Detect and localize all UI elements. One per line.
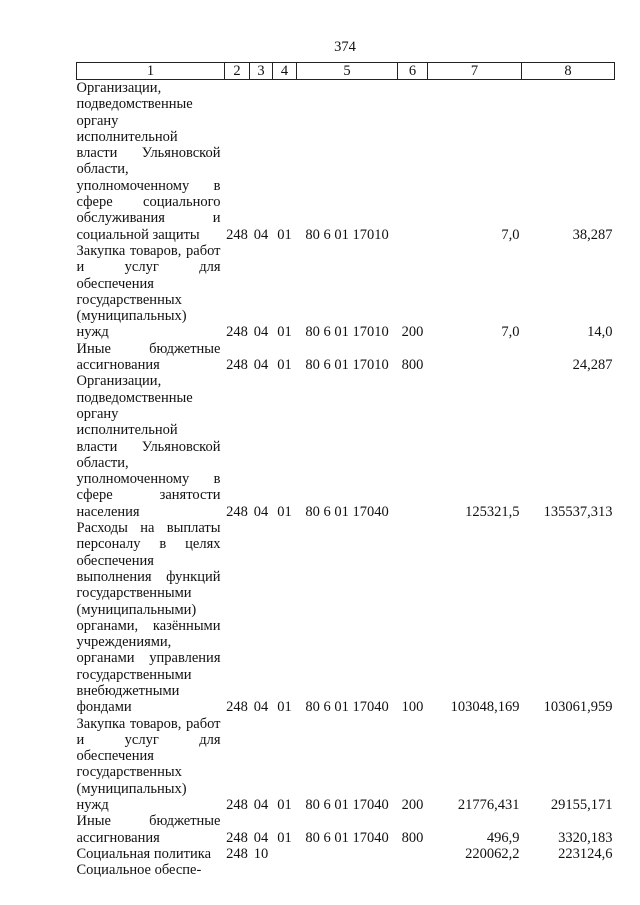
row-ministry-code: 248 (226, 797, 248, 814)
row-amount-2: 223124,6 (558, 845, 613, 862)
table-row (77, 846, 615, 862)
row-expense-type (398, 862, 428, 878)
row-amount-2: 3320,183 (558, 829, 613, 846)
row-amount-1: 496,9 (486, 829, 520, 846)
page-number: 374 (334, 39, 356, 55)
row-amount-2: 24,287 (572, 357, 613, 374)
row-expense-type: 800 (401, 829, 424, 846)
row-expense-type: 200 (401, 797, 424, 814)
table-row (77, 813, 615, 846)
row-amount-1: 7,0 (501, 226, 520, 243)
row-expense-type: 800 (401, 357, 424, 374)
row-ministry-code: 248 (226, 699, 248, 716)
row-expense-type: 100 (401, 699, 424, 716)
row-section-code: 04 (253, 324, 269, 341)
row-amount-2: 135537,313 (543, 503, 613, 520)
table-row (77, 862, 615, 878)
row-ministry-code: 248 (226, 357, 248, 374)
column-header-3: 3 (250, 63, 273, 80)
column-header-4: 4 (273, 63, 297, 80)
row-section-code: 04 (253, 503, 269, 520)
row-ministry-code: 248 (226, 324, 248, 341)
row-amount-1 (428, 862, 522, 878)
row-name: Иные бюджетные ассигнования (76, 813, 221, 846)
row-name: Организации, подведомственные органу исполнительной власти Ульяновской области, уполномоченному в сфере занятости населения (76, 373, 221, 520)
row-subsection-code: 01 (277, 226, 292, 243)
row-name: Иные бюджетные ассигнования (76, 340, 221, 374)
row-section-code: 10 (253, 845, 269, 862)
row-section-code: 04 (253, 357, 269, 374)
row-target-code: 80 6 01 17040 (305, 503, 389, 520)
table-body (77, 80, 615, 879)
row-section-code (250, 862, 273, 878)
row-target-code: 80 6 01 17010 (305, 357, 389, 374)
row-name: Закупка товаров, работ и услуг для обеспечения государственных (муниципальных) нужд (76, 242, 221, 341)
header-row (77, 63, 615, 80)
row-section-code: 04 (253, 699, 269, 716)
row-subsection-code (273, 862, 297, 878)
budget-table (76, 62, 615, 879)
row-target-code (297, 862, 398, 878)
column-header-2: 2 (225, 63, 250, 80)
row-section-code: 04 (253, 226, 269, 243)
table-row (77, 341, 615, 374)
column-header-6: 6 (398, 63, 428, 80)
row-name: Расходы на выплаты персоналу в целях обеспечения выполнения функций государственными (муниципальными) органами, казёнными учреждениями, органами управления государственными внебюджетными фондами (76, 520, 221, 716)
row-amount-1: 21776,431 (457, 797, 520, 814)
row-amount-2: 103061,959 (543, 699, 613, 716)
table-row (77, 243, 615, 341)
row-section-code: 04 (253, 797, 269, 814)
row-amount-1: 125321,5 (465, 503, 520, 520)
row-expense-type (398, 80, 428, 243)
row-subsection-code: 01 (277, 357, 292, 374)
row-amount-1: 103048,169 (450, 699, 520, 716)
row-amount-1: 220062,2 (465, 845, 520, 862)
row-section-code: 04 (253, 829, 269, 846)
table-header (77, 63, 615, 80)
row-ministry-code: 248 (226, 845, 248, 862)
row-amount-2: 29155,171 (550, 797, 613, 814)
row-target-code: 80 6 01 17040 (305, 797, 389, 814)
row-amount-1 (428, 341, 522, 374)
table-row (77, 520, 615, 716)
row-amount-2 (522, 862, 615, 878)
row-ministry-code (225, 862, 250, 878)
row-ministry-code: 248 (226, 226, 248, 243)
column-header-5: 5 (297, 63, 398, 80)
row-amount-1: 7,0 (501, 324, 520, 341)
row-target-code: 80 6 01 17010 (305, 324, 389, 341)
row-ministry-code: 248 (226, 503, 248, 520)
column-header-8: 8 (522, 63, 615, 80)
row-subsection-code: 01 (277, 797, 292, 814)
row-target-code (297, 846, 398, 862)
row-target-code: 80 6 01 17040 (305, 829, 389, 846)
row-amount-2: 38,287 (572, 226, 613, 243)
table-row (77, 80, 615, 243)
table-row (77, 716, 615, 814)
row-target-code: 80 6 01 17040 (305, 699, 389, 716)
row-subsection-code: 01 (277, 699, 292, 716)
row-name: Социальное обеспе- (76, 862, 202, 879)
row-name: Организации, подведомственные органу исполнительной власти Ульяновской области, уполномоченному в сфере социального обслуживания и социальной защиты (76, 80, 221, 243)
row-subsection-code: 01 (277, 503, 292, 520)
row-name: Социальная политика (76, 845, 212, 862)
row-expense-type (398, 846, 428, 862)
table-row (77, 373, 615, 520)
row-target-code: 80 6 01 17010 (305, 226, 389, 243)
row-subsection-code (273, 846, 297, 862)
row-amount-2: 14,0 (587, 324, 613, 341)
column-header-7: 7 (428, 63, 522, 80)
column-header-1: 1 (77, 63, 225, 80)
row-ministry-code: 248 (226, 829, 248, 846)
row-expense-type (398, 373, 428, 520)
row-subsection-code: 01 (277, 324, 292, 341)
row-subsection-code: 01 (277, 829, 292, 846)
row-expense-type: 200 (401, 324, 424, 341)
row-name: Закупка товаров, работ и услуг для обеспечения государственных (муниципальных) нужд (76, 715, 221, 814)
